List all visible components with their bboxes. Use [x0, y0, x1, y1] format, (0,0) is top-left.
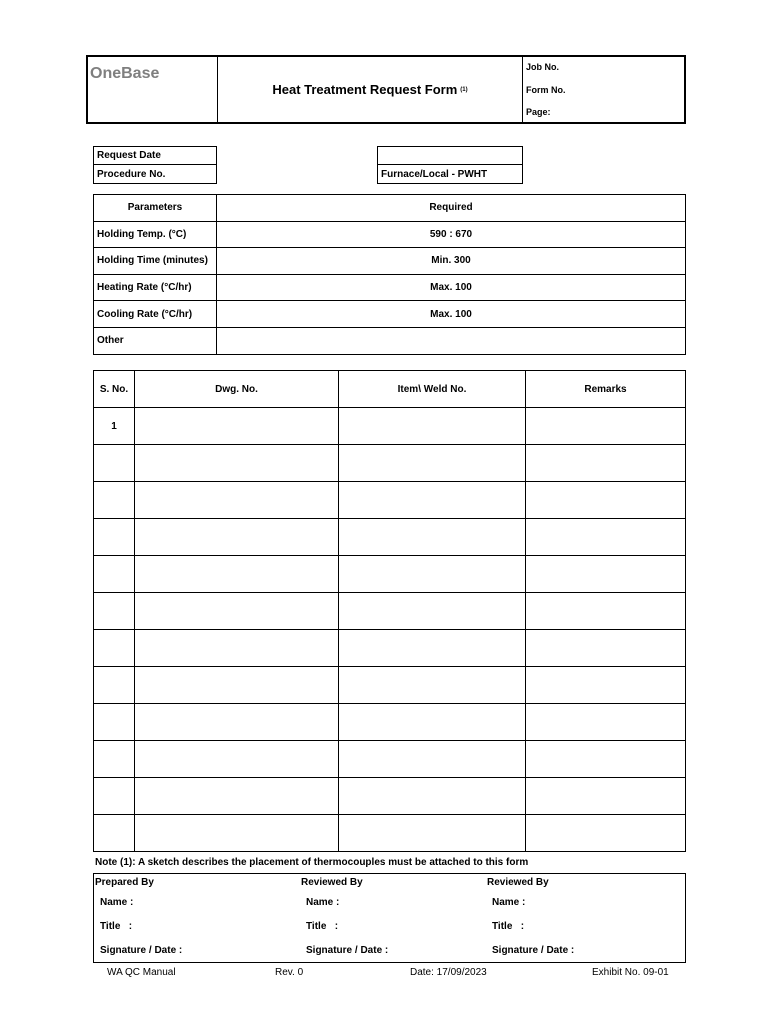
- reviewed-by-label-2: Reviewed By: [487, 877, 549, 888]
- table-row: [94, 445, 686, 482]
- param-name: Cooling Rate (°C/hr): [94, 301, 217, 328]
- sno-cell: [94, 556, 135, 593]
- reviewed-by-label-1: Reviewed By: [301, 877, 363, 888]
- col-dwg-no: Dwg. No.: [135, 371, 339, 408]
- table-header-row: [94, 195, 686, 222]
- sno-cell: [94, 667, 135, 704]
- dwg-no-cell[interactable]: [135, 630, 339, 667]
- signature-block: [93, 873, 686, 963]
- prepared-signature-label: Signature / Date :: [100, 945, 183, 956]
- item-weld-no-cell[interactable]: [339, 741, 526, 778]
- table-row: [94, 327, 686, 354]
- table-row: [94, 408, 686, 445]
- procedure-no-label: Procedure No.: [97, 168, 166, 180]
- sno-cell: [94, 519, 135, 556]
- dwg-no-cell[interactable]: [135, 482, 339, 519]
- table-row: [94, 482, 686, 519]
- reviewer1-name-label: Name :: [306, 897, 340, 908]
- footer-rev: Rev. 0: [275, 967, 304, 978]
- dwg-no-cell[interactable]: [135, 741, 339, 778]
- table-row: [94, 274, 686, 301]
- remarks-cell[interactable]: [526, 593, 686, 630]
- table-row: [94, 519, 686, 556]
- col-remarks: Remarks: [526, 371, 686, 408]
- footer-exhibit: Exhibit No. 09-01: [592, 967, 669, 978]
- sno-cell: [94, 778, 135, 815]
- page-label: Page:: [526, 107, 551, 117]
- col-item-weld-no: Item\ Weld No.: [339, 371, 526, 408]
- footer-manual: WA QC Manual: [107, 967, 176, 978]
- table-header-row: [94, 371, 686, 408]
- param-value[interactable]: [217, 327, 686, 354]
- remarks-cell[interactable]: [526, 519, 686, 556]
- parameters-table: [93, 194, 686, 355]
- sno-cell: [94, 445, 135, 482]
- prepared-by-label: Prepared By: [95, 877, 154, 888]
- furnace-field[interactable]: [377, 164, 523, 184]
- sno-cell: [94, 741, 135, 778]
- dwg-no-cell[interactable]: [135, 667, 339, 704]
- reviewer1-title-label: Title :: [306, 921, 339, 932]
- item-weld-no-cell[interactable]: [339, 556, 526, 593]
- prepared-name-label: Name :: [100, 897, 134, 908]
- reviewer2-name-label: Name :: [492, 897, 526, 908]
- form-header: [86, 55, 686, 124]
- remarks-cell[interactable]: [526, 815, 686, 852]
- table-row: [94, 248, 686, 275]
- remarks-cell[interactable]: [526, 741, 686, 778]
- item-weld-no-cell[interactable]: [339, 778, 526, 815]
- item-weld-no-cell[interactable]: [339, 593, 526, 630]
- remarks-cell[interactable]: [526, 778, 686, 815]
- sno-cell: [94, 704, 135, 741]
- sno-cell: [94, 482, 135, 519]
- reviewer2-title-label: Title :: [492, 921, 525, 932]
- col-sno: S. No.: [94, 371, 135, 408]
- remarks-cell[interactable]: [526, 482, 686, 519]
- table-row: [94, 301, 686, 328]
- param-name: Holding Temp. (°C): [94, 221, 217, 248]
- reviewer2-signature-label: Signature / Date :: [492, 945, 575, 956]
- param-value[interactable]: 590 : 670: [217, 221, 686, 248]
- form-title: Heat Treatment Request Form: [272, 82, 458, 97]
- table-row: [94, 778, 686, 815]
- remarks-cell[interactable]: [526, 630, 686, 667]
- remarks-cell[interactable]: [526, 556, 686, 593]
- dwg-no-cell[interactable]: [135, 408, 339, 445]
- prepared-title-label: Title :: [100, 921, 133, 932]
- job-no-label: Job No.: [526, 62, 559, 72]
- remarks-cell[interactable]: [526, 445, 686, 482]
- meta-cell: [523, 57, 684, 122]
- form-no-label: Form No.: [526, 85, 566, 95]
- item-weld-no-cell[interactable]: [339, 630, 526, 667]
- furnace-value-field[interactable]: [377, 146, 523, 165]
- logo-cell: [88, 57, 218, 122]
- furnace-label: Furnace/Local - PWHT: [381, 168, 488, 180]
- title-cell: [218, 57, 523, 122]
- item-weld-no-cell[interactable]: [339, 667, 526, 704]
- table-row: [94, 667, 686, 704]
- table-row: [94, 815, 686, 852]
- remarks-cell[interactable]: [526, 704, 686, 741]
- request-date-label: Request Date: [97, 150, 161, 161]
- sno-cell: [94, 630, 135, 667]
- sno-cell: [94, 815, 135, 852]
- dwg-no-cell[interactable]: [135, 556, 339, 593]
- table-row: [94, 221, 686, 248]
- item-weld-no-cell[interactable]: [339, 482, 526, 519]
- remarks-cell[interactable]: [526, 408, 686, 445]
- dwg-no-cell[interactable]: [135, 593, 339, 630]
- param-value[interactable]: Min. 300: [217, 248, 686, 275]
- dwg-no-cell[interactable]: [135, 445, 339, 482]
- title-note-marker: (1): [460, 86, 468, 93]
- table-row: [94, 556, 686, 593]
- param-name: Heating Rate (°C/hr): [94, 274, 217, 301]
- remarks-cell[interactable]: [526, 667, 686, 704]
- col-parameters: Parameters: [94, 195, 217, 222]
- item-weld-no-cell[interactable]: [339, 445, 526, 482]
- table-row: [94, 704, 686, 741]
- param-value[interactable]: Max. 100: [217, 301, 686, 328]
- dwg-no-cell[interactable]: [135, 815, 339, 852]
- company-logo: OneBase: [90, 65, 160, 82]
- dwg-no-cell[interactable]: [135, 519, 339, 556]
- reviewer1-signature-label: Signature / Date :: [306, 945, 389, 956]
- thermocouple-note: Note (1): A sketch describes the placement of thermocouples must be attached to this form: [95, 857, 529, 868]
- item-weld-no-cell[interactable]: [339, 704, 526, 741]
- item-weld-no-cell[interactable]: [339, 815, 526, 852]
- table-row: [94, 630, 686, 667]
- request-date-field[interactable]: [93, 146, 217, 165]
- sno-cell: [94, 593, 135, 630]
- item-weld-no-cell[interactable]: [339, 408, 526, 445]
- col-required: Required: [217, 195, 686, 222]
- sno-cell: 1: [94, 408, 135, 445]
- item-weld-no-cell[interactable]: [339, 519, 526, 556]
- table-row: [94, 741, 686, 778]
- table-row: [94, 593, 686, 630]
- param-name: Holding Time (minutes): [94, 248, 217, 275]
- dwg-no-cell[interactable]: [135, 704, 339, 741]
- param-name: Other: [94, 327, 217, 354]
- drawings-table: [93, 370, 686, 852]
- procedure-no-field[interactable]: [93, 164, 217, 184]
- dwg-no-cell[interactable]: [135, 778, 339, 815]
- param-value[interactable]: Max. 100: [217, 274, 686, 301]
- footer-date: Date: 17/09/2023: [410, 967, 487, 978]
